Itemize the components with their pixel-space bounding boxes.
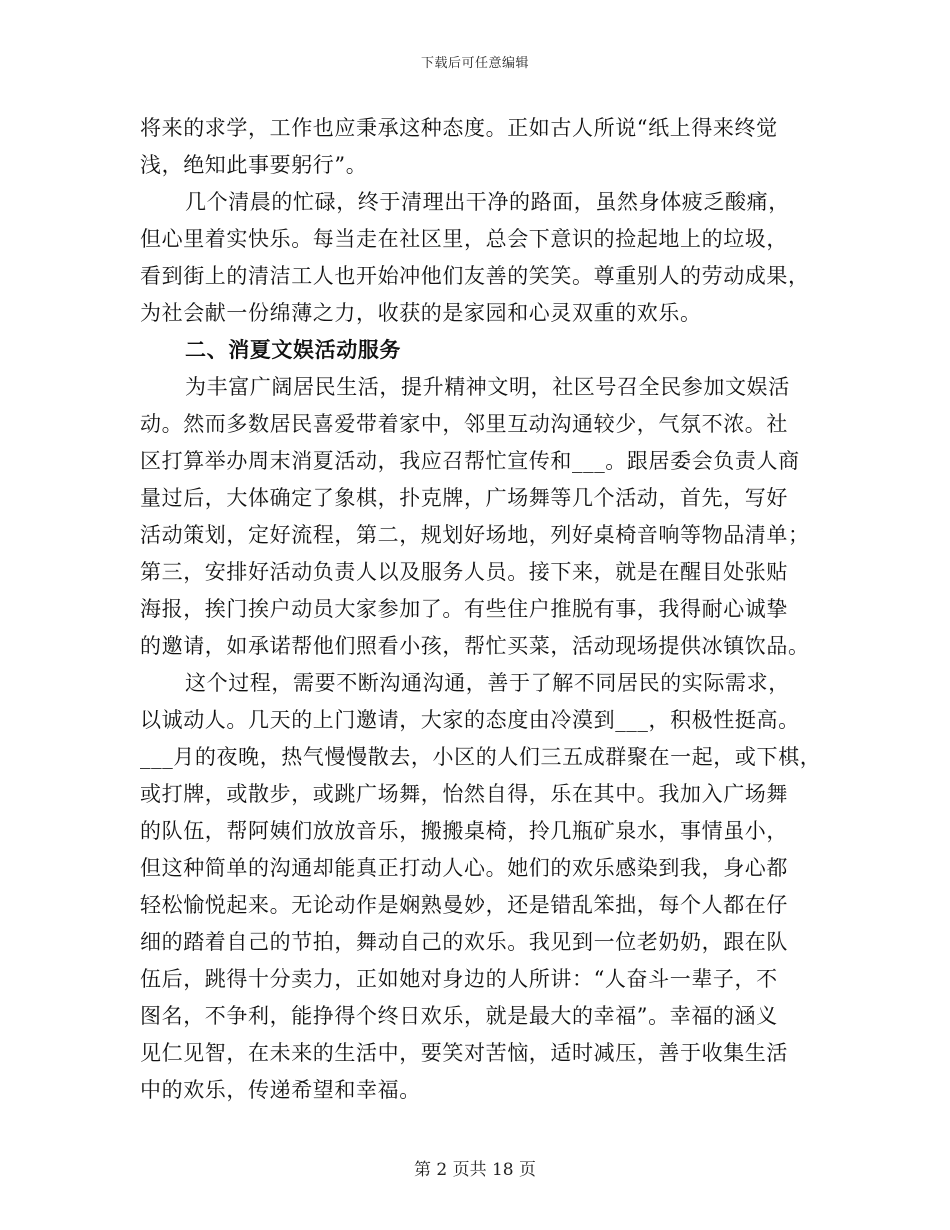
section-heading: 二、消夏文娱活动服务 xyxy=(185,338,401,362)
text-line: 图名，不争利，能挣得个终日欢乐，就是最大的幸福”。幸福的涵义 xyxy=(140,1004,778,1028)
text-line: 或打牌，或散步，或跳广场舞，怡然自得，乐在其中。我加入广场舞 xyxy=(140,782,788,806)
paragraph-start-line: 为丰富广阔居民生活，提升精神文明，社区号召全民参加文娱活 xyxy=(185,375,790,399)
text-line: 区打算举办周末消夏活动，我应召帮忙宣传和___。跟居委会负责人商 xyxy=(140,449,800,473)
page-footer: 第 2 页共 18 页 xyxy=(413,1160,537,1180)
text-line: 活动策划，定好流程，第二，规划好场地，列好桌椅音响等物品清单； xyxy=(140,523,810,547)
text-line: 以诚动人。几天的上门邀请，大家的态度由冷漠到___，积极性挺高。 xyxy=(140,708,800,732)
text-line: 浅，绝知此事要躬行”。 xyxy=(140,153,368,177)
text-line: 量过后，大体确定了象棋，扑克牌，广场舞等几个活动，首先，写好 xyxy=(140,486,788,510)
paragraph-start-line: 这个过程，需要不断沟通沟通，善于了解不同居民的实际需求， xyxy=(185,671,790,695)
text-line: 的邀请，如承诺帮他们照看小孩，帮忙买菜，活动现场提供冰镇饮品。 xyxy=(140,634,810,658)
text-line: 伍后，跳得十分卖力，正如她对身边的人所讲：“人奋斗一辈子，不 xyxy=(140,967,778,991)
text-line: 将来的求学，工作也应秉承这种态度。正如古人所说“纸上得来终觉 xyxy=(140,116,778,140)
text-line: 见仁见智，在未来的生活中，要笑对苦恼，适时减压，善于收集生活 xyxy=(140,1041,788,1065)
text-line: 细的踏着自己的节拍，舞动自己的欢乐。我见到一位老奶奶，跟在队 xyxy=(140,930,788,954)
text-line: 为社会献一份绵薄之力，收获的是家园和心灵双重的欢乐。 xyxy=(140,301,702,325)
text-line: 看到街上的清洁工人也开始冲他们友善的笑笑。尊重别人的劳动成果， xyxy=(140,264,810,288)
text-line: 海报，挨门挨户动员大家参加了。有些住户推脱有事，我得耐心诚挚 xyxy=(140,597,788,621)
document-body xyxy=(140,110,830,1109)
page-header: 下载后可任意编辑 xyxy=(420,56,529,71)
text-line: 动。然而多数居民喜爱带着家中，邻里互动沟通较少，气氛不浓。社 xyxy=(140,412,788,436)
text-line: 第三，安排好活动负责人以及服务人员。接下来，就是在醒目处张贴 xyxy=(140,560,788,584)
text-line: 的队伍，帮阿姨们放放音乐，搬搬桌椅，拎几瓶矿泉水，事情虽小， xyxy=(140,819,788,843)
text-line: ___月的夜晚，热气慢慢散去，小区的人们三五成群聚在一起，或下棋， xyxy=(140,745,822,769)
text-line: 但心里着实快乐。每当走在社区里，总会下意识的捡起地上的垃圾， xyxy=(140,227,788,251)
paragraph-start-line: 几个清晨的忙碌，终于清理出干净的路面，虽然身体疲乏酸痛， xyxy=(185,190,790,214)
text-line: 轻松愉悦起来。无论动作是娴熟曼妙，还是错乱笨拙，每个人都在仔 xyxy=(140,893,788,917)
text-line: 但这种简单的沟通却能真正打动人心。她们的欢乐感染到我，身心都 xyxy=(140,856,788,880)
text-line: 中的欢乐，传递希望和幸福。 xyxy=(140,1078,421,1102)
